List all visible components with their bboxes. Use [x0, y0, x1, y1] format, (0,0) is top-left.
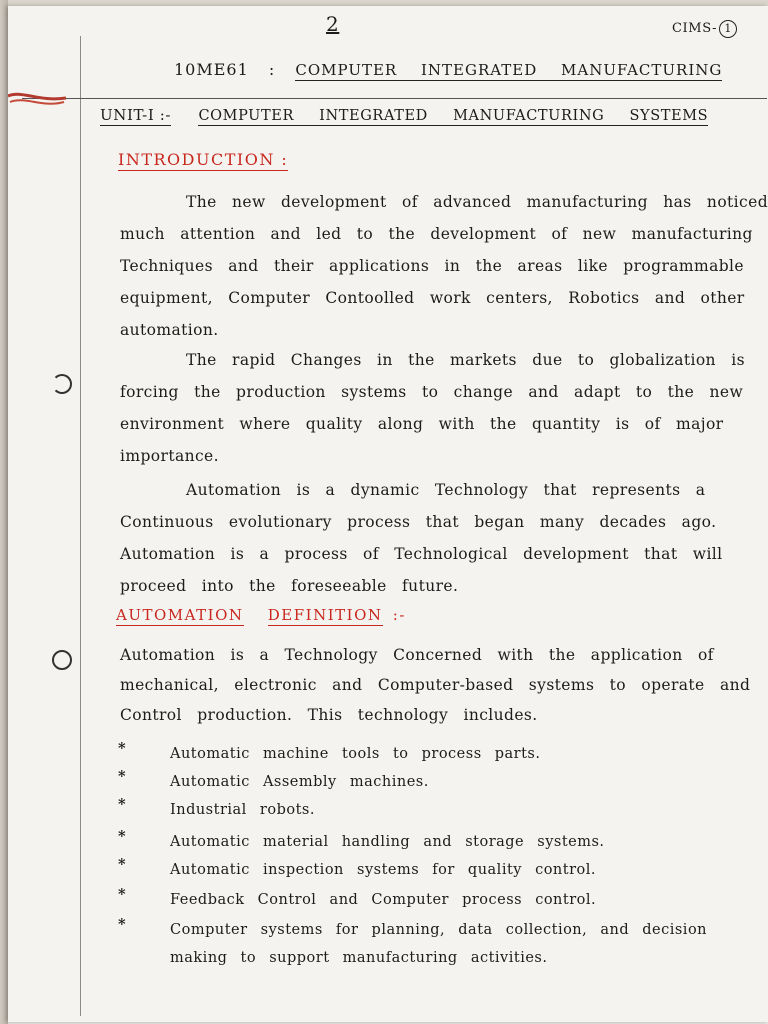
unit-label: UNIT-I :- — [100, 106, 172, 124]
definition-heading — [116, 606, 406, 624]
list-item-text: Computer systems for planning, data collection, and decision making to support manufacturing activities. — [170, 922, 708, 966]
paragraph-3: Automation is a dynamic Technology that represents a Continuous evolutionary process that began many decades ago. Automation is a process of Technological development that will proceed into the foreseeable future. — [120, 481, 723, 595]
page-tag-label: CIMS- — [672, 21, 718, 36]
bullet-star-icon: * — [118, 796, 127, 813]
list-item-text: Automatic material handling and storage systems. — [170, 834, 605, 850]
list-item — [118, 916, 768, 972]
header-rule — [22, 98, 767, 99]
thread-decoration — [8, 88, 68, 110]
punch-hole-icon — [52, 374, 72, 394]
page-number: 2 — [326, 12, 340, 36]
unit-header — [100, 106, 708, 124]
bullet-star-icon: * — [118, 768, 127, 785]
list-item-text: Automatic machine tools to process parts. — [170, 746, 541, 762]
course-title: COMPUTER INTEGRATED MANUFACTURING — [295, 61, 723, 79]
unit-title: COMPUTER INTEGRATED MANUFACTURING SYSTEMS — [198, 108, 709, 124]
list-item — [118, 740, 768, 768]
list-item-text: Automatic inspection systems for quality control. — [170, 862, 597, 878]
page-binding — [0, 0, 8, 1024]
list-item — [118, 856, 768, 884]
margin-line — [80, 36, 81, 1016]
course-separator: : — [268, 60, 276, 79]
course-code: 10ME61 — [174, 60, 249, 79]
list-item — [118, 768, 768, 796]
bullet-star-icon: * — [118, 856, 127, 873]
list-item-text: Industrial robots. — [170, 802, 315, 818]
list-item-text: Automatic Assembly machines. — [170, 774, 429, 790]
course-header — [174, 60, 722, 79]
list-item-text: Feedback Control and Computer process control. — [170, 892, 597, 908]
bullet-star-icon: * — [118, 828, 127, 845]
punch-hole-icon — [52, 650, 72, 670]
notebook-page — [8, 6, 768, 1022]
intro-heading-text: INTRODUCTION : — [118, 150, 289, 169]
list-item — [118, 886, 768, 914]
bullet-star-icon: * — [118, 916, 127, 933]
paragraph-2: The rapid Changes in the markets due to globalization is forcing the production systems to change and adapt to the new environment where quality along with the quantity is of major importance. — [120, 351, 745, 465]
definition-heading-word-2: DEFINITION — [267, 606, 383, 624]
definition-heading-word-1: AUTOMATION — [116, 606, 244, 624]
paragraph-1: The new development of advanced manufacturing has noticed much attention and led to the development of new manufacturing Techniques and their applications in the areas like programmable equipment, Computer Contoolled work centers, Robotics and other automation. — [120, 193, 768, 339]
list-item — [118, 828, 768, 856]
definition-text: Automation is a Technology Concerned with the application of mechanical, electronic and Computer-based systems to operate and Control production. This technology includes. — [120, 646, 751, 724]
list-item — [118, 796, 768, 824]
bullet-star-icon: * — [118, 886, 127, 903]
page-tag-number: 1 — [719, 20, 737, 38]
intro-heading — [118, 150, 288, 169]
definition-heading-suffix: :- — [392, 606, 406, 624]
bullet-star-icon: * — [118, 740, 127, 757]
page-tag — [672, 20, 737, 38]
